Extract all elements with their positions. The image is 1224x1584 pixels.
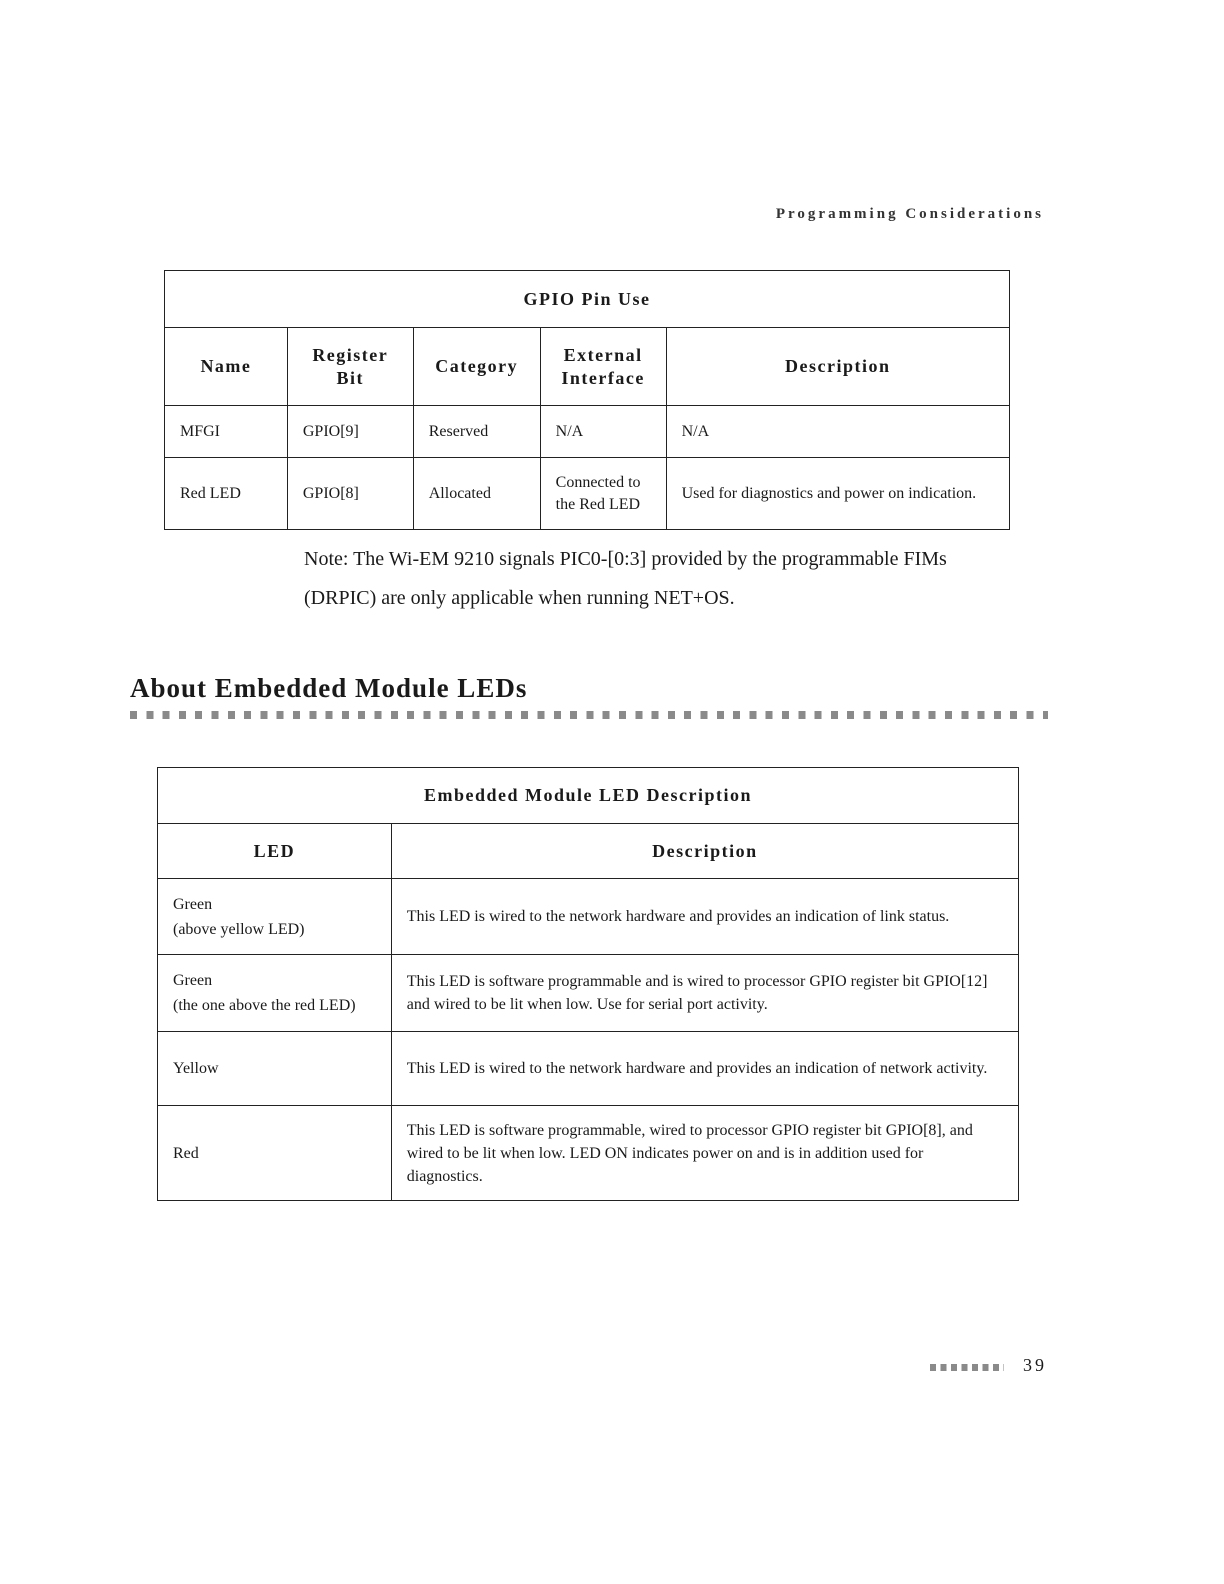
table-caption: GPIO Pin Use xyxy=(165,271,1010,328)
cell-line: Yellow xyxy=(173,1060,219,1077)
gpio-pin-use-table xyxy=(164,270,1010,530)
table-caption: Embedded Module LED Description xyxy=(158,768,1019,824)
column-header-category: Category xyxy=(413,328,540,406)
running-header: Programming Considerations xyxy=(775,206,1044,222)
cell-category: Allocated xyxy=(413,458,540,530)
cell-line: Green xyxy=(173,972,213,989)
cell-category: Reserved xyxy=(413,406,540,458)
table-header-row xyxy=(165,328,1010,406)
table-row xyxy=(158,955,1019,1032)
header-line: External xyxy=(563,344,643,365)
table-row xyxy=(165,406,1010,458)
table-row xyxy=(158,1106,1019,1201)
cell-led xyxy=(158,879,392,955)
cell-led xyxy=(158,1106,392,1201)
cell-description: N/A xyxy=(666,406,1009,458)
cell-line: N/A xyxy=(555,422,584,440)
cell-line: (above yellow LED) xyxy=(173,920,305,938)
section-heading: About Embedded Module LEDs xyxy=(130,673,528,703)
cell-external-interface xyxy=(540,406,666,458)
cell-line: Connected to xyxy=(555,473,641,491)
cell-led xyxy=(158,1032,392,1106)
led-description-table xyxy=(157,767,1019,1201)
table-row xyxy=(158,1032,1019,1106)
cell-line: the Red LED xyxy=(555,495,641,513)
cell-name: MFGI xyxy=(165,406,288,458)
cell-description: Used for diagnostics and power on indication. xyxy=(666,458,1009,530)
table-row xyxy=(165,458,1010,530)
gpio-note: Note: The Wi-EM 9210 signals PIC0-[0:3] provided by the programmable FIMs (DRPIC) are only applicable when running NET+OS. xyxy=(304,548,947,609)
cell-description: This LED is wired to the network hardware and provides an indication of network activity. xyxy=(391,1032,1018,1106)
cell-register-bit: GPIO[8] xyxy=(287,458,413,530)
column-header-description: Description xyxy=(391,824,1018,879)
cell-line: Green xyxy=(173,895,213,913)
cell-led xyxy=(158,955,392,1032)
cell-line: (the one above the red LED) xyxy=(173,997,356,1014)
header-line: Register xyxy=(312,344,389,365)
page-number: 39 xyxy=(1023,1355,1047,1375)
column-header-led: LED xyxy=(158,824,392,879)
table-row xyxy=(158,879,1019,955)
header-line: Bit xyxy=(336,367,365,388)
cell-description: This LED is software programmable, wired to processor GPIO register bit GPIO[8], and wired to be lit when low. LED ON indicates power on and is in addition used for diagnostics. xyxy=(391,1106,1018,1201)
column-header-description: Description xyxy=(666,328,1009,406)
footer-divider xyxy=(930,1364,1004,1371)
cell-description: This LED is software programmable and is wired to processor GPIO register bit GPIO[12] and wired to be lit when low. Use for serial port activity. xyxy=(391,955,1018,1032)
column-header-external-interface xyxy=(540,328,666,406)
column-header-name: Name xyxy=(165,328,288,406)
column-header-register-bit xyxy=(287,328,413,406)
cell-line: Red xyxy=(173,1144,199,1162)
table-header-row xyxy=(158,824,1019,879)
cell-description: This LED is wired to the network hardware and provides an indication of link status. xyxy=(391,879,1018,955)
cell-external-interface xyxy=(540,458,666,530)
section-divider xyxy=(130,711,1048,719)
cell-name: Red LED xyxy=(165,458,288,530)
header-line: Interface xyxy=(561,367,645,388)
cell-register-bit: GPIO[9] xyxy=(287,406,413,458)
